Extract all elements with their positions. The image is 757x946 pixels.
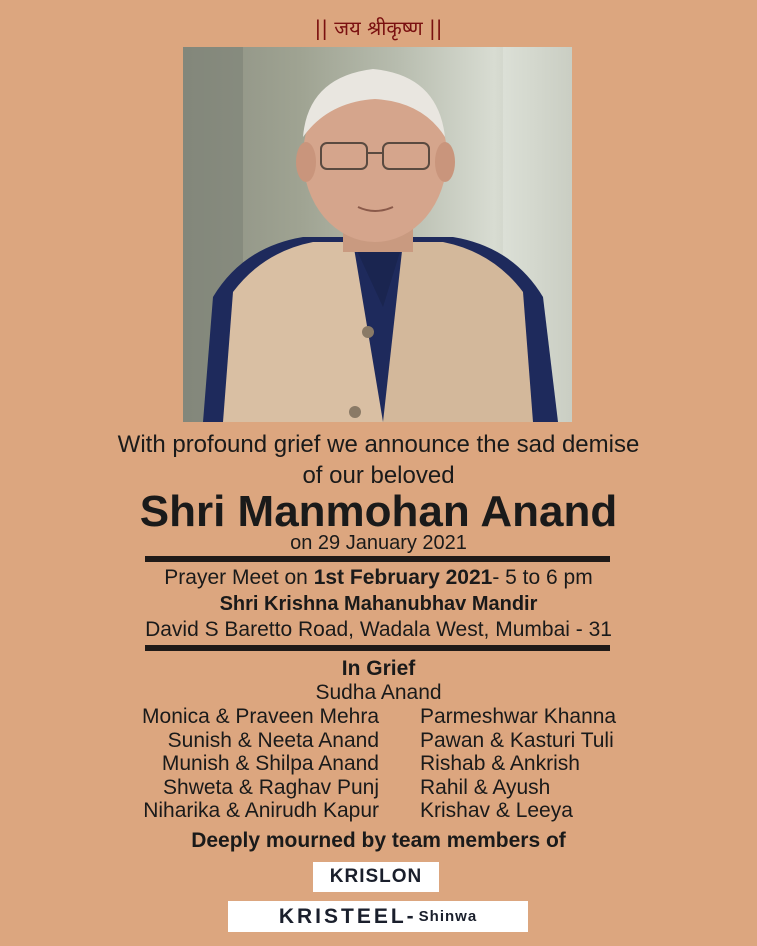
grief-name-left: Monica & Praveen Mehra bbox=[142, 705, 379, 728]
grief-list-right bbox=[420, 705, 616, 823]
grief-name-left: Munish & Shilpa Anand bbox=[161, 752, 379, 775]
grief-name-right: Pawan & Kasturi Tuli bbox=[420, 728, 614, 752]
kristeel-text: KRISTEEL bbox=[278, 904, 407, 928]
grief-name-left: Sunish & Neeta Anand bbox=[167, 728, 379, 752]
prayer-prefix: Prayer Meet on bbox=[164, 566, 314, 589]
prayer-venue: Shri Krishna Mahanubhav Mandir bbox=[219, 593, 538, 615]
in-grief-heading: In Grief bbox=[341, 657, 416, 680]
shinwa-text: Shinwa bbox=[418, 908, 478, 925]
announcement-line-1: With profound grief we announce the sad demise bbox=[117, 431, 640, 458]
header-salutation: || जय श्रीकृष्ण || bbox=[314, 16, 443, 40]
grief-name-right: Rahil & Ayush bbox=[420, 775, 551, 799]
grief-name-left: Shweta & Raghav Punj bbox=[163, 775, 379, 799]
divider-top bbox=[145, 556, 610, 562]
prayer-address: David S Baretto Road, Wadala West, Mumbai - 31 bbox=[145, 618, 612, 641]
grief-list-left bbox=[142, 705, 379, 823]
mourned-by-line: Deeply mourned by team members of bbox=[191, 829, 566, 852]
deceased-name: Shri Manmohan Anand bbox=[139, 487, 618, 536]
announcement-line-2: of our beloved bbox=[302, 462, 455, 489]
prayer-time: - 5 to 6 pm bbox=[492, 566, 593, 589]
demise-date: on 29 January 2021 bbox=[290, 532, 467, 554]
grief-name-left: Niharika & Anirudh Kapur bbox=[143, 799, 379, 822]
grief-name-right: Krishav & Leeya bbox=[420, 799, 573, 822]
prayer-date: 1st February 2021 bbox=[313, 566, 493, 589]
krislon-logo: KRISLON bbox=[313, 862, 439, 892]
kristeel-shinwa-logo bbox=[228, 901, 528, 932]
prayer-meet-line bbox=[0, 566, 757, 590]
portrait-photo bbox=[183, 47, 572, 422]
divider-bottom bbox=[145, 645, 610, 651]
logo-separator: - bbox=[406, 904, 417, 928]
grief-name-right: Rishab & Ankrish bbox=[420, 752, 580, 775]
grief-name-right: Parmeshwar Khanna bbox=[420, 705, 617, 728]
portrait-illustration bbox=[183, 47, 572, 422]
grief-first-name: Sudha Anand bbox=[315, 681, 442, 704]
